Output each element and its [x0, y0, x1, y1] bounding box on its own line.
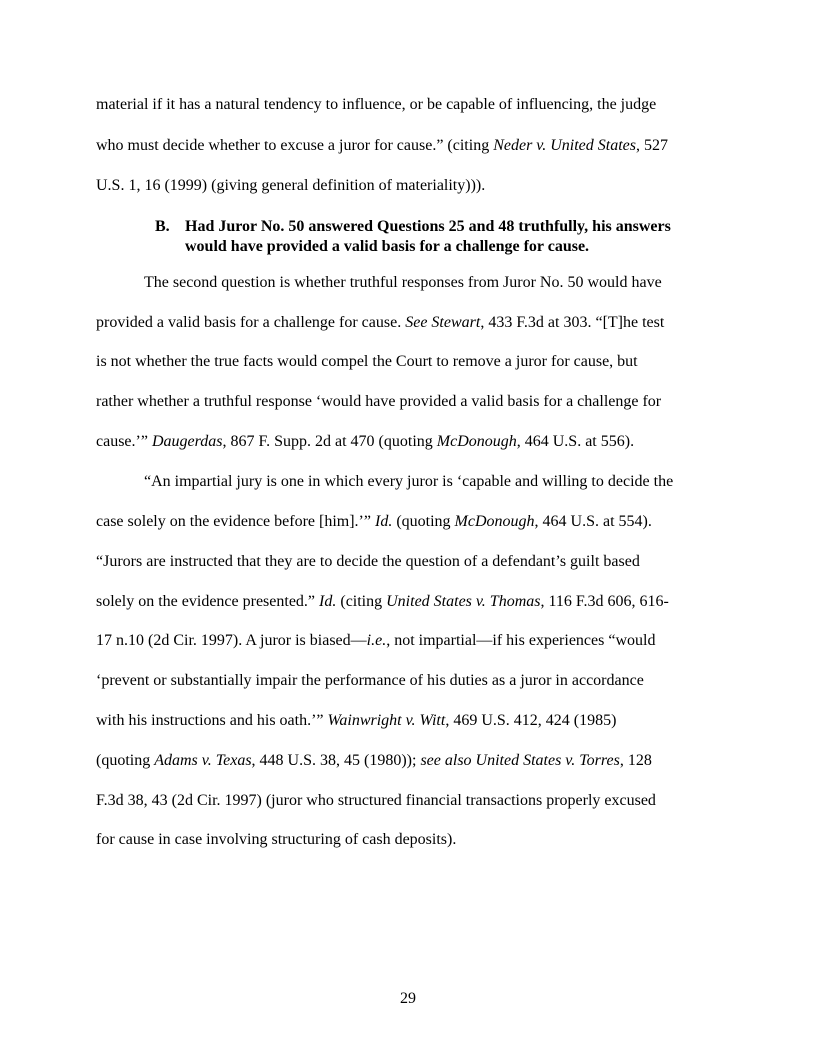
citation-italic: Adams v. Texas [154, 752, 252, 769]
citation-italic: See Stewart [405, 314, 481, 331]
text-run: “An impartial jury is one in which every juror is ‘capable and willing to decide the [144, 473, 674, 490]
text-line [96, 751, 652, 771]
citation-italic: McDonough [454, 513, 535, 530]
text-line [144, 273, 662, 293]
text-run: cause.’” [96, 433, 152, 450]
text-run: F.3d 38, 43 (2d Cir. 1997) (juror who structured financial transactions properly excused [96, 792, 656, 809]
text-line [96, 830, 456, 850]
text-run: provided a valid basis for a challenge for cause. [96, 314, 406, 331]
text-run: , 433 F.3d at 303. “[T]he test [480, 314, 665, 331]
text-run: material if it has a natural tendency to influence, or be capable of influencing, the judge [96, 96, 657, 113]
citation-italic: Neder v. United States [493, 137, 636, 154]
citation-italic: i.e. [366, 632, 387, 649]
text-run: “Jurors are instructed that they are to decide the question of a defendant’s guilt based [96, 553, 640, 570]
citation-italic: see also United States v. Torres [420, 752, 620, 769]
text-run: (quoting [96, 752, 155, 769]
text-line [96, 352, 638, 372]
citation-italic: United States v. Thomas [386, 593, 541, 610]
citation-italic: Id. [319, 593, 337, 610]
citation-italic: Wainwright v. Witt [327, 712, 446, 729]
text-line [96, 592, 669, 612]
text-run: with his instructions and his oath.’” [96, 712, 328, 729]
text-run: rather whether a truthful response ‘would have provided a valid basis for a challenge for [96, 393, 662, 410]
text-run: The second question is whether truthful responses from Juror No. 50 would have [144, 274, 662, 291]
text-line [96, 136, 668, 156]
text-line [96, 313, 664, 333]
text-run: case solely on the evidence before [him].’” [96, 513, 375, 530]
text-line [96, 392, 661, 412]
text-run: , 527 [635, 137, 668, 154]
text-line [96, 512, 652, 532]
document-page [96, 0, 721, 1056]
text-run: U.S. 1, 16 (1999) (giving general definition of materiality))). [96, 177, 486, 194]
text-run: , 116 F.3d 606, 616- [540, 593, 669, 610]
text-run: who must decide whether to excuse a juror for cause.” (citing [96, 137, 494, 154]
text-line [96, 631, 655, 651]
text-run: (citing [336, 593, 387, 610]
citation-italic: Id. [374, 513, 393, 530]
citation-italic: McDonough [436, 433, 517, 450]
citation-italic: Daugerdas [151, 433, 223, 450]
text-line [96, 711, 616, 731]
text-line [96, 432, 634, 452]
text-run: , 128 [619, 752, 652, 769]
text-run: , 469 U.S. 412, 424 (1985) [445, 712, 617, 729]
text-line [96, 671, 644, 691]
text-line [96, 552, 640, 572]
text-line [96, 791, 656, 811]
text-run: , not impartial—if his experiences “would [386, 632, 656, 649]
text-line [144, 472, 673, 492]
text-run: , 464 U.S. at 556). [516, 433, 635, 450]
page-number: 29 [400, 990, 416, 1007]
text-run: (quoting [392, 513, 455, 530]
section-heading-line: Had Juror No. 50 answered Questions 25 and 48 truthfully, his answers [185, 218, 671, 235]
text-run: 17 n.10 (2d Cir. 1997). A juror is biased— [96, 632, 367, 649]
text-run: ‘prevent or substantially impair the performance of his duties as a juror in accordance [96, 672, 644, 689]
text-run: solely on the evidence presented.” [96, 593, 320, 610]
section-heading-label: B. [155, 218, 170, 235]
text-run: , 448 U.S. 38, 45 (1980)); [251, 752, 421, 769]
text-run: is not whether the true facts would compel the Court to remove a juror for cause, but [96, 353, 638, 370]
text-run: for cause in case involving structuring of cash deposits). [96, 831, 457, 848]
text-run: , 464 U.S. at 554). [534, 513, 652, 530]
section-heading-line: would have provided a valid basis for a challenge for cause. [185, 238, 590, 255]
text-run: , 867 F. Supp. 2d at 470 (quoting [222, 433, 437, 450]
text-line [96, 176, 485, 196]
text-line [96, 95, 656, 115]
